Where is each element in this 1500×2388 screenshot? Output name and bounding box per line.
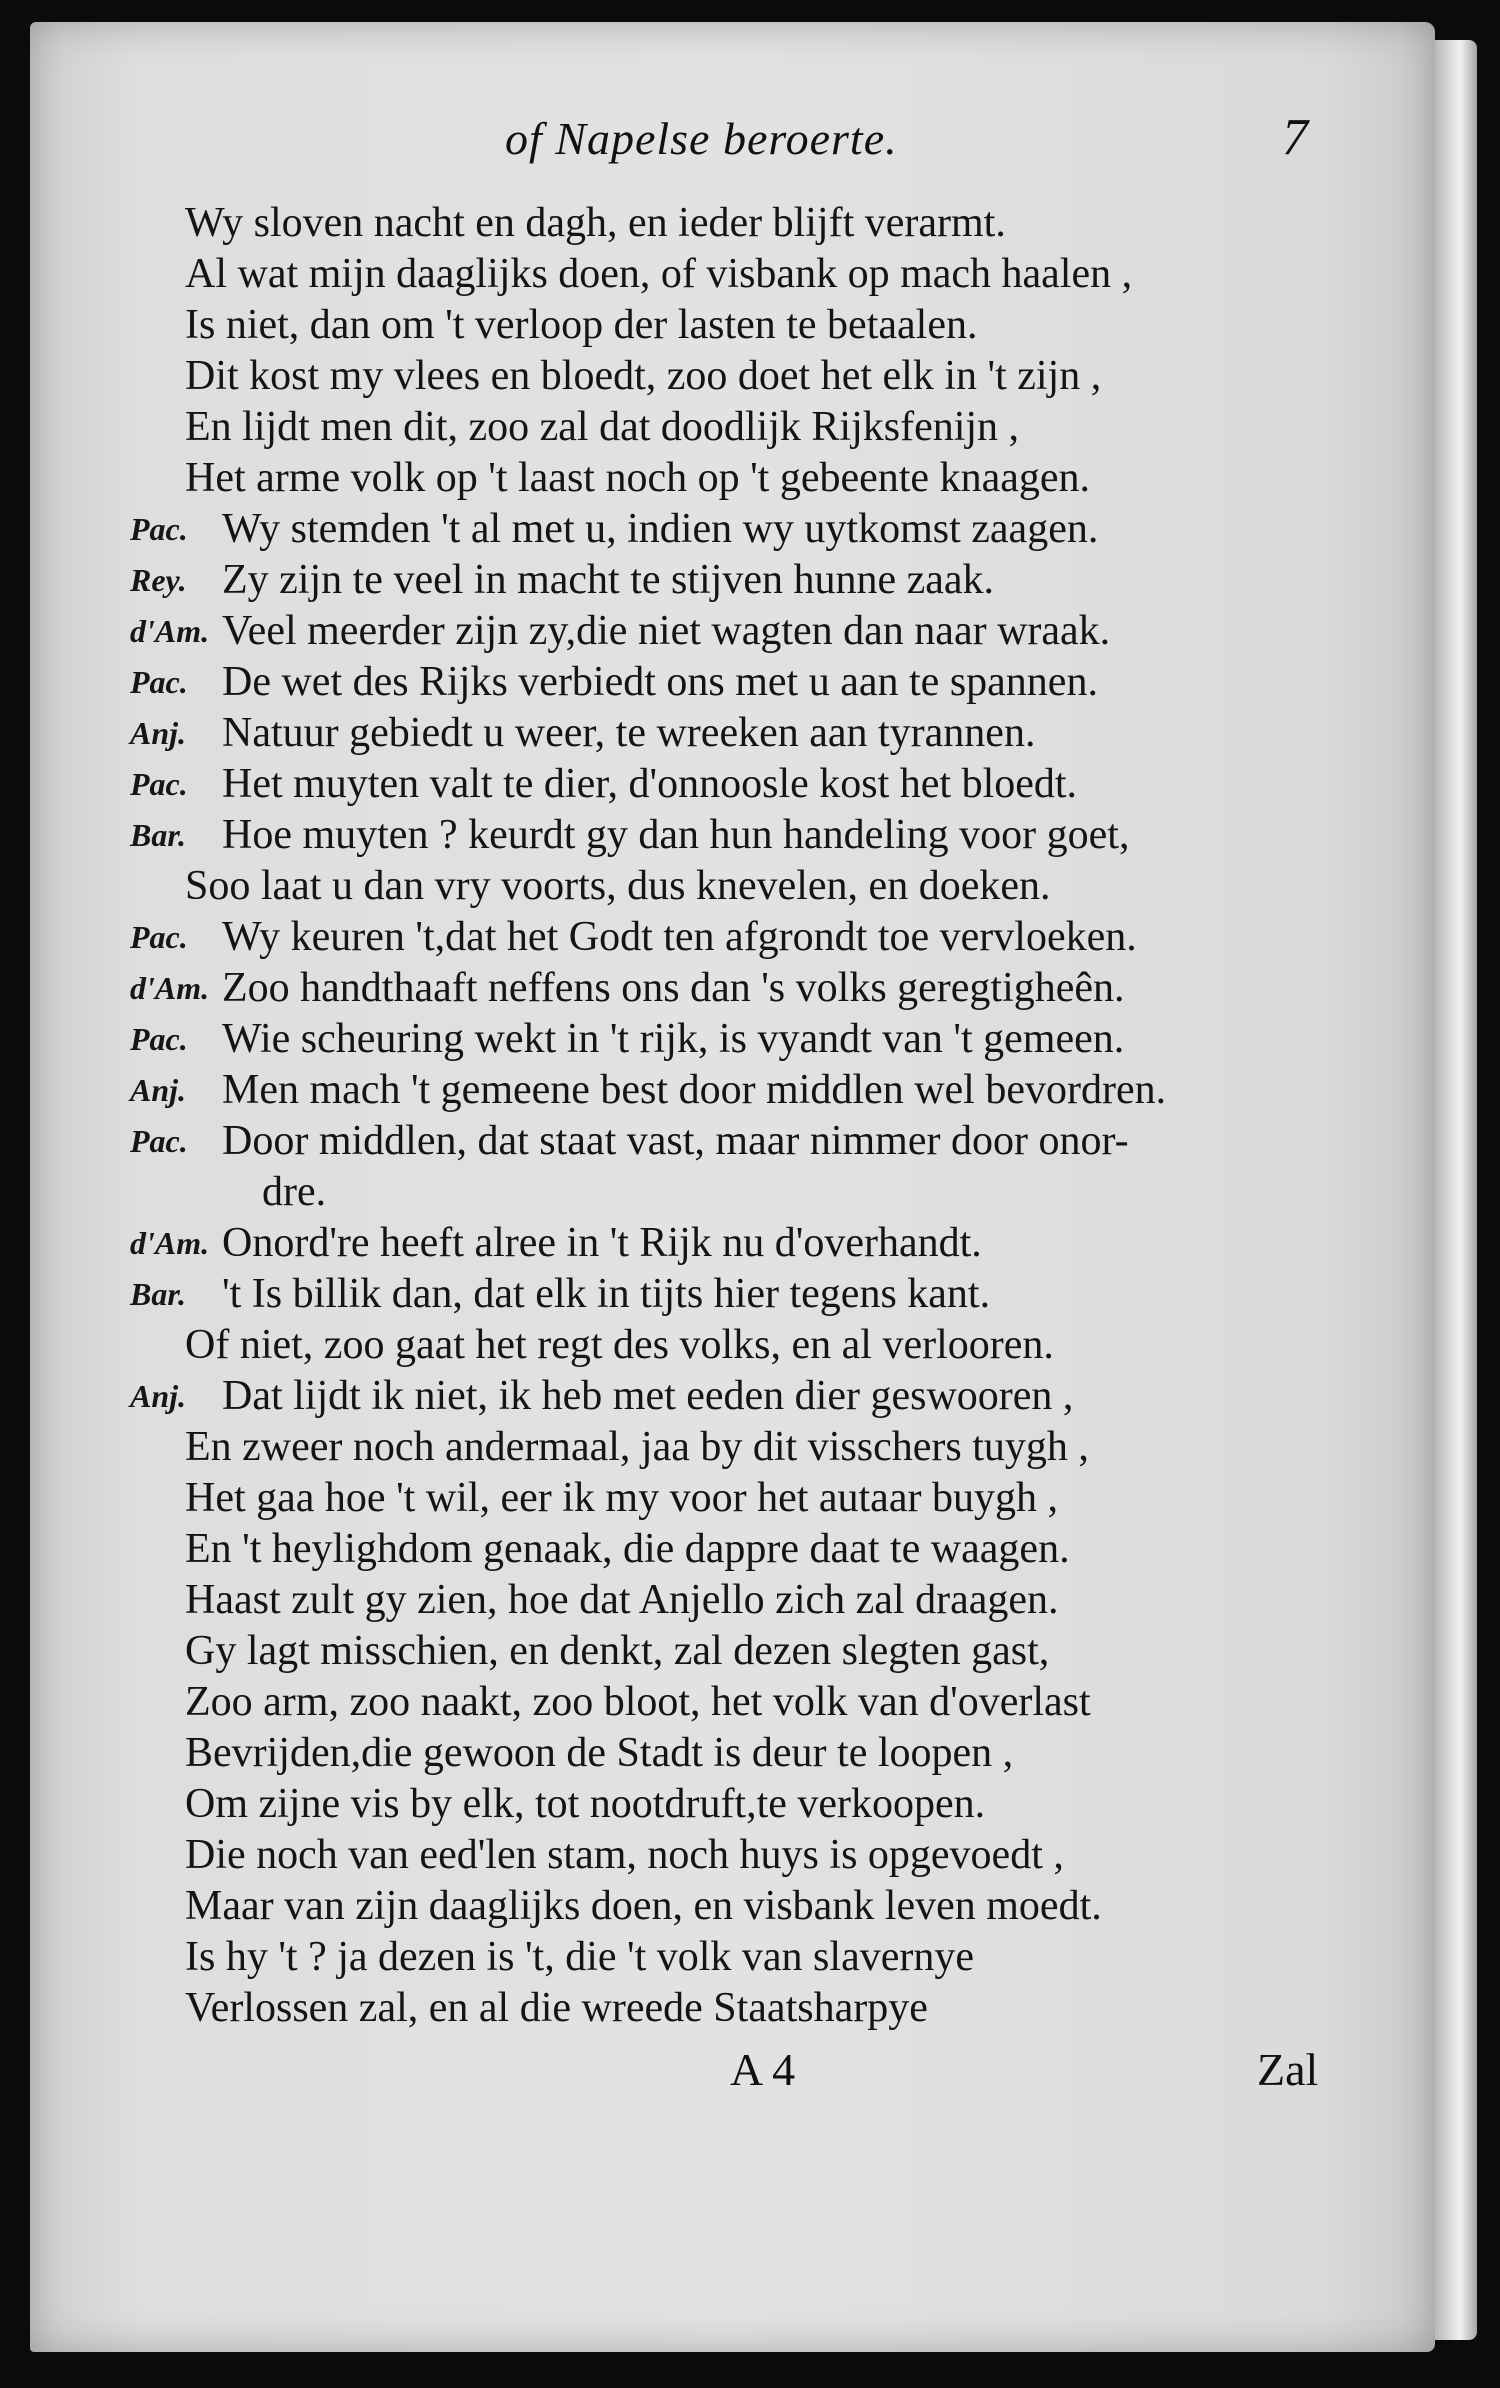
- verse-line: [0, 1829, 1500, 1881]
- verse-line: [0, 809, 1500, 861]
- verse-line: [0, 350, 1500, 402]
- verse-line: [0, 401, 1500, 453]
- verse-line-text: Al wat mijn daaglijks doen, of visbank op mach haalen ,: [185, 251, 1133, 297]
- verse-line: [0, 299, 1500, 351]
- verse-line-text: Het muyten valt te dier, d'onnoosle kost het bloedt.: [222, 761, 1078, 807]
- verse-line: [0, 1523, 1500, 1575]
- verse-line-text: Onord're heeft alree in 't Rijk nu d'overhandt.: [222, 1220, 982, 1266]
- verse-line-text: Is niet, dan om 't verloop der lasten te betaalen.: [185, 302, 978, 348]
- speaker-label: Bar.: [130, 1276, 187, 1312]
- verse-line: [0, 1727, 1500, 1779]
- verse-line: [0, 1472, 1500, 1524]
- verse-line: [0, 1676, 1500, 1728]
- speaker-label: d'Am.: [130, 613, 210, 649]
- speaker-label: Pac.: [130, 766, 188, 802]
- verse-line-text: Dat lijdt ik niet, ik heb met eeden dier geswooren ,: [222, 1373, 1074, 1419]
- verse-line-text: Wy sloven nacht en dagh, en ieder blijft verarmt.: [185, 200, 1006, 246]
- verse-line-text: Zoo arm, zoo naakt, zoo bloot, het volk van d'overlast: [185, 1679, 1091, 1725]
- verse-line-text: En lijdt men dit, zoo zal dat doodlijk Rijksfenijn ,: [185, 404, 1020, 450]
- verse-line-text: Wy stemden 't al met u, indien wy uytkomst zaagen.: [222, 506, 1099, 552]
- catchword: Zal: [1257, 2044, 1319, 2095]
- speaker-label: Pac.: [130, 919, 188, 955]
- speaker-label: d'Am.: [130, 970, 210, 1006]
- verse-line: [0, 248, 1500, 300]
- verse-line-text: Bevrijden,die gewoon de Stadt is deur te loopen ,: [185, 1730, 1014, 1776]
- verse-line-text: Om zijne vis by elk, tot nootdruft,te verkoopen.: [185, 1781, 986, 1827]
- verse-line-text: Verlossen zal, en al die wreede Staatsharpye: [185, 1985, 928, 2031]
- verse-line-text: De wet des Rijks verbiedt ons met u aan te spannen.: [222, 659, 1098, 705]
- signature-mark: A 4: [730, 2044, 796, 2095]
- verse-line-text: Die noch van eed'len stam, noch huys is opgevoedt ,: [185, 1832, 1064, 1878]
- verse-line: [0, 1013, 1500, 1065]
- speaker-label: Anj.: [130, 715, 187, 751]
- speaker-label: Anj.: [130, 1378, 187, 1414]
- verse-line: [0, 1982, 1500, 2034]
- verse-line-text: Haast zult gy zien, hoe dat Anjello zich zal draagen.: [185, 1577, 1059, 1623]
- verse-line: [0, 1166, 1500, 1218]
- verse-line: [0, 605, 1500, 657]
- verse-line: [0, 1574, 1500, 1626]
- verse-line: [0, 758, 1500, 810]
- verse-line-text: Maar van zijn daaglijks doen, en visbank leven moedt.: [185, 1883, 1102, 1929]
- speaker-label: Rey.: [130, 562, 187, 598]
- verse-line-text: Gy lagt misschien, en denkt, zal dezen slegten gast,: [185, 1628, 1050, 1674]
- verse-line-text: dre.: [262, 1169, 327, 1215]
- verse-line-text: Is hy 't ? ja dezen is 't, die 't volk van slavernye: [185, 1934, 974, 1980]
- speaker-label: Pac.: [130, 1123, 188, 1159]
- speaker-label: Pac.: [130, 664, 188, 700]
- verse-line-text: Men mach 't gemeene best door middlen wel bevordren.: [222, 1067, 1167, 1113]
- verse-line-text: Natuur gebiedt u weer, te wreeken aan tyrannen.: [222, 710, 1036, 756]
- verse-line: [0, 1370, 1500, 1422]
- speaker-label: Bar.: [130, 817, 187, 853]
- verse-line: [0, 707, 1500, 759]
- speaker-label: Anj.: [130, 1072, 187, 1108]
- verse-line-text: Zoo handthaaft neffens ons dan 's volks geregtigheên.: [222, 965, 1125, 1011]
- verse-line: [0, 1625, 1500, 1677]
- verse-line-text: Veel meerder zijn zy,die niet wagten dan naar wraak.: [222, 608, 1111, 654]
- running-head: of Napelse beroerte.: [505, 113, 898, 164]
- verse-line: [0, 1931, 1500, 1983]
- verse-line: [0, 503, 1500, 555]
- verse-line-text: Het arme volk op 't laast noch op 't gebeente knaagen.: [185, 455, 1090, 501]
- verse-line-text: Wy keuren 't,dat het Godt ten afgrondt toe vervloeken.: [222, 914, 1137, 960]
- verse-line: [0, 1778, 1500, 1830]
- verse-line: [0, 860, 1500, 912]
- verse-line-text: Dit kost my vlees en bloedt, zoo doet het elk in 't zijn ,: [185, 353, 1102, 399]
- verse-line-text: Door middlen, dat staat vast, maar nimmer door onor-: [222, 1118, 1129, 1164]
- page-number: 7: [1282, 109, 1308, 166]
- speaker-label: d'Am.: [130, 1225, 210, 1261]
- verse-line-text: Zy zijn te veel in macht te stijven hunne zaak.: [222, 557, 995, 603]
- verse-line: [0, 962, 1500, 1014]
- verse-line: [0, 1880, 1500, 1932]
- verse-line: [0, 1064, 1500, 1116]
- verse-line: [0, 1115, 1500, 1167]
- verse-line: [0, 554, 1500, 606]
- verse-line-text: Het gaa hoe 't wil, eer ik my voor het autaar buygh ,: [185, 1475, 1058, 1521]
- verse-line-text: 't Is billik dan, dat elk in tijts hier tegens kant.: [222, 1271, 991, 1317]
- verse-line: [0, 1421, 1500, 1473]
- verse-line: [0, 656, 1500, 708]
- verse-line: [0, 1217, 1500, 1269]
- verse-line-text: Wie scheuring wekt in 't rijk, is vyandt van 't gemeen.: [222, 1016, 1125, 1062]
- speaker-label: Pac.: [130, 1021, 188, 1057]
- verse-line-text: En zweer noch andermaal, jaa by dit visschers tuygh ,: [185, 1424, 1089, 1470]
- verse-line: [0, 1268, 1500, 1320]
- verse-line: [0, 911, 1500, 963]
- speaker-label: Pac.: [130, 511, 188, 547]
- verse-line-text: Of niet, zoo gaat het regt des volks, en al verlooren.: [185, 1322, 1054, 1368]
- verse-line-text: Soo laat u dan vry voorts, dus knevelen, en doeken.: [185, 863, 1051, 909]
- verse-line: [0, 452, 1500, 504]
- verse-line-text: Hoe muyten ? keurdt gy dan hun handeling voor goet,: [222, 812, 1130, 858]
- verse-line: [0, 1319, 1500, 1371]
- verse-line-text: En 't heylighdom genaak, die dappre daat te waagen.: [185, 1526, 1070, 1572]
- verse-line: [0, 197, 1500, 249]
